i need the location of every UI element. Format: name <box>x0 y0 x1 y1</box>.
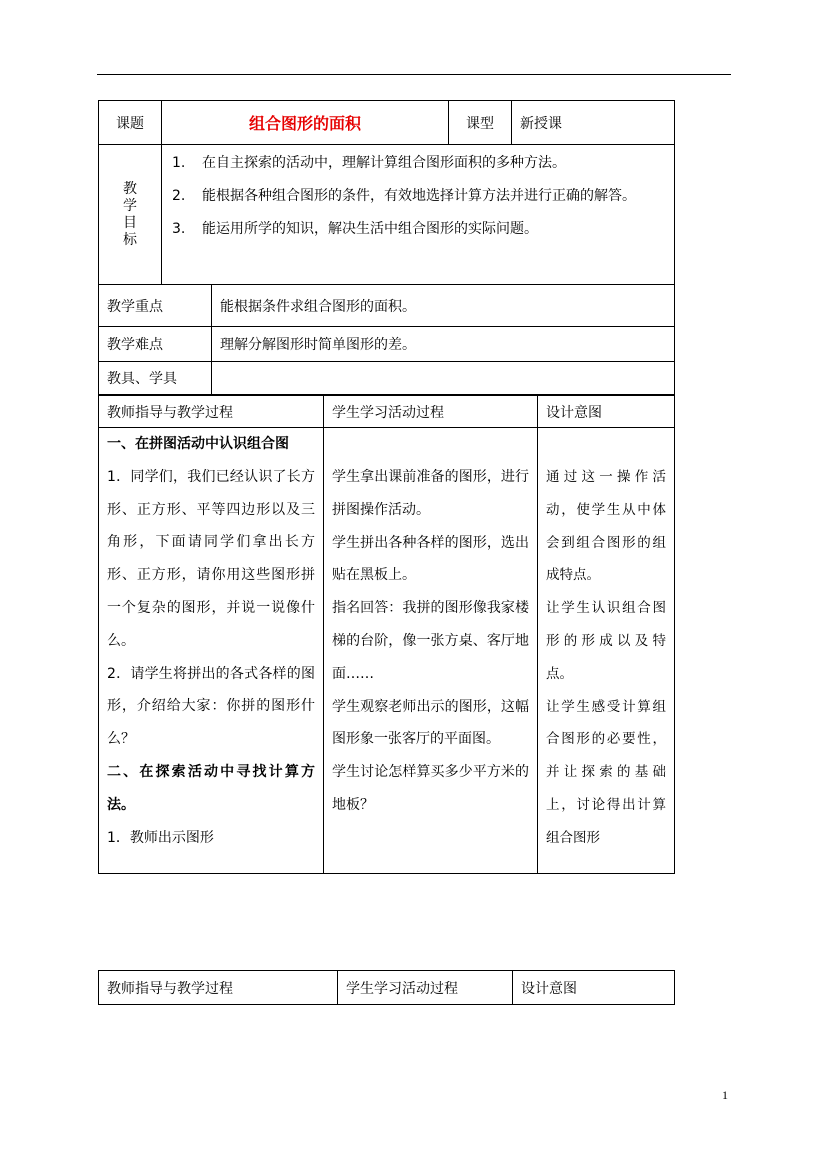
header-rule <box>97 74 731 75</box>
difficulty-value: 理解分解图形时简单图形的差。 <box>212 327 675 362</box>
tools-label: 教具、学具 <box>99 362 212 395</box>
type-label: 课型 <box>449 101 512 145</box>
process-table <box>98 395 675 874</box>
student-header: 学生学习活动过程 <box>324 396 538 428</box>
student-activity: 指名回答：我拼的图形像我家楼梯的台阶，像一张方桌、客厅地面…… <box>332 600 529 682</box>
objective-item: 2. 能根据各种组合图形的条件，有效地选择计算方法并进行正确的解答。 <box>172 188 636 204</box>
teacher-process-cell <box>99 428 324 874</box>
key-point-label: 教学重点 <box>99 285 212 327</box>
intent-cell <box>538 428 675 874</box>
objectives-label: 教学目标 <box>123 180 137 248</box>
course-title: 组合图形的面积 <box>162 101 449 145</box>
design-intent <box>538 461 674 855</box>
page-number: 1 <box>722 1088 728 1102</box>
section-heading: 一、在拼图活动中认识组合图 <box>107 436 289 452</box>
objective-item: 3. 能运用所学的知识，解决生活中组合图形的实际问题。 <box>172 221 538 237</box>
teacher-step: 1．教师出示图形 <box>107 829 214 846</box>
section-heading: 二、在探索活动中寻找计算方法。 <box>107 763 315 813</box>
intent-header: 设计意图 <box>538 396 675 428</box>
objectives-label-cell <box>99 145 162 285</box>
student-activity: 学生观察老师出示的图形，这幅图形象一张客厅的平面图。 <box>332 698 529 748</box>
objectives-list <box>162 145 675 285</box>
teacher-process <box>99 428 323 854</box>
student-activity: 学生拿出课前准备的图形，进行拼图操作活动。 <box>332 469 529 518</box>
intent-item: 通过这一操作活动，使学生从中体会到组合图形的组成特点。 <box>546 469 666 584</box>
objective-item: 1. 在自主探索的活动中，理解计算组合图形面积的多种方法。 <box>172 155 566 171</box>
course-label: 课题 <box>99 101 162 145</box>
lesson-info-table <box>98 100 675 395</box>
intent-item: 让学生感受计算组合图形的必要性，并让探索的基础上，讨论得出计算组合图形 <box>546 698 666 846</box>
teacher-step: 1．同学们，我们已经认识了长方形、正方形、平等四边形以及三角形，下面请同学们拿出长方形、正方形，请你用这些图形拼一个复杂的图形，并说一说像什么。 <box>107 468 315 649</box>
key-point-value: 能根据条件求组合图形的面积。 <box>212 285 675 327</box>
teacher-step: 2．请学生将拼出的各式各样的图形，介绍给大家：你拼的图形什么？ <box>107 665 315 748</box>
student-activity: 学生拼出各种各样的图形，选出贴在黑板上。 <box>332 534 529 584</box>
difficulty-label: 教学难点 <box>99 327 212 362</box>
tools-value <box>212 362 675 395</box>
student-header: 学生学习活动过程 <box>338 971 513 1005</box>
teacher-header: 教师指导与教学过程 <box>99 971 338 1005</box>
student-activity: 学生讨论怎样算买多少平方米的地板？ <box>332 764 529 813</box>
student-process <box>324 461 537 822</box>
intent-header: 设计意图 <box>513 971 675 1005</box>
teacher-header: 教师指导与教学过程 <box>99 396 324 428</box>
intent-item: 让学生认识组合图形的形成以及特点。 <box>546 600 666 682</box>
continuation-table <box>98 970 675 1005</box>
student-process-cell <box>324 428 538 874</box>
type-value: 新授课 <box>512 101 675 145</box>
